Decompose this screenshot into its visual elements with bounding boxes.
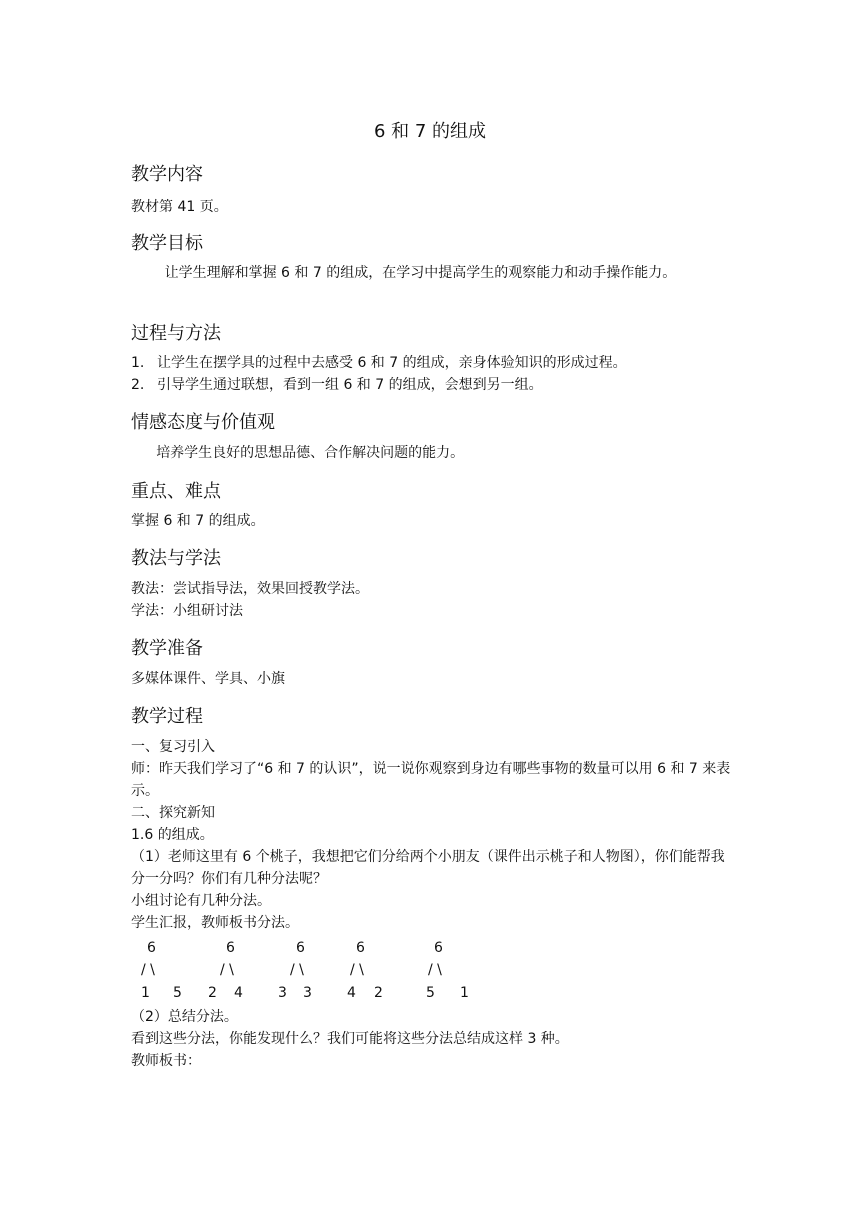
tree-right-number: 2 — [374, 985, 383, 1001]
tree-branch: / \ — [428, 962, 442, 978]
tree-left-number: 5 — [426, 985, 435, 1001]
review-title: 一、复习引入 — [131, 739, 215, 755]
heading-goal: 教学目标 — [131, 233, 203, 254]
step1-text: （1）老师这里有 6 个桃子，我想把它们分给两个小朋友（课件出示桃子和人物图），你们能帮我分一分吗？你们有几种分法呢？ — [131, 849, 725, 887]
heading-emotion: 情感态度与价值观 — [131, 412, 275, 433]
tree-top-number: 6 — [434, 940, 443, 956]
goal-text: 让学生理解和掌握 6 和 7 的组成，在学习中提高学生的观察能力和动手操作能力。 — [164, 265, 677, 281]
heading-methods: 教法与学法 — [131, 548, 221, 569]
tree-top-number: 6 — [356, 940, 365, 956]
group-discussion-text: 小组讨论有几种分法。 — [131, 893, 271, 909]
heading-prep: 教学准备 — [131, 638, 203, 659]
list-item: 1. 让学生在摆学具的过程中去感受 6 和 7 的组成，亲身体验知识的形成过程。 — [131, 355, 627, 371]
emotion-text: 培养学生良好的思想品德、合作解决问题的能力。 — [156, 445, 465, 461]
content-text: 教材第 41 页。 — [131, 199, 228, 215]
key-points-text: 掌握 6 和 7 的组成。 — [131, 513, 265, 529]
tree-branch: / \ — [290, 962, 304, 978]
tree-branch: / \ — [220, 962, 234, 978]
heading-content: 教学内容 — [131, 164, 203, 185]
tree-right-number: 5 — [173, 985, 182, 1001]
teach-method-text: 教法：尝试指导法，效果回授教学法。 — [131, 581, 369, 597]
tree-branch: / \ — [350, 962, 364, 978]
list-item: 2. 引导学生通过联想，看到一组 6 和 7 的组成，会想到另一组。 — [131, 377, 543, 393]
step2-text: （2）总结分法。 — [131, 1009, 238, 1025]
tree-right-number: 3 — [303, 985, 312, 1001]
six-composition-title: 1.6 的组成。 — [131, 827, 214, 843]
review-text: 师：昨天我们学习了“6 和 7 的认识”，说一说你观察到身边有哪些事物的数量可以用 6 和 7 来表示。 — [131, 761, 731, 799]
tree-right-number: 1 — [460, 985, 469, 1001]
explore-title: 二、探究新知 — [131, 805, 215, 821]
tree-left-number: 3 — [278, 985, 287, 1001]
summary-text: 看到这些分法，你能发现什么？我们可能将这些分法总结成这样 3 种。 — [131, 1031, 569, 1047]
heading-key-points: 重点、难点 — [131, 481, 221, 502]
learn-method-text: 学法：小组研讨法 — [131, 603, 243, 619]
heading-process-method: 过程与方法 — [131, 323, 221, 344]
report-text: 学生汇报，教师板书分法。 — [131, 915, 299, 931]
tree-right-number: 4 — [234, 985, 243, 1001]
tree-top-number: 6 — [296, 940, 305, 956]
page-title: 6 和 7 的组成 — [373, 121, 487, 142]
prep-text: 多媒体课件、学具、小旗 — [131, 671, 285, 687]
tree-left-number: 4 — [347, 985, 356, 1001]
tree-left-number: 2 — [208, 985, 217, 1001]
tree-top-number: 6 — [226, 940, 235, 956]
heading-procedure: 教学过程 — [131, 706, 203, 727]
tree-left-number: 1 — [141, 985, 150, 1001]
tree-top-number: 6 — [147, 940, 156, 956]
tree-branch: / \ — [141, 962, 155, 978]
board-text: 教师板书： — [131, 1053, 201, 1069]
